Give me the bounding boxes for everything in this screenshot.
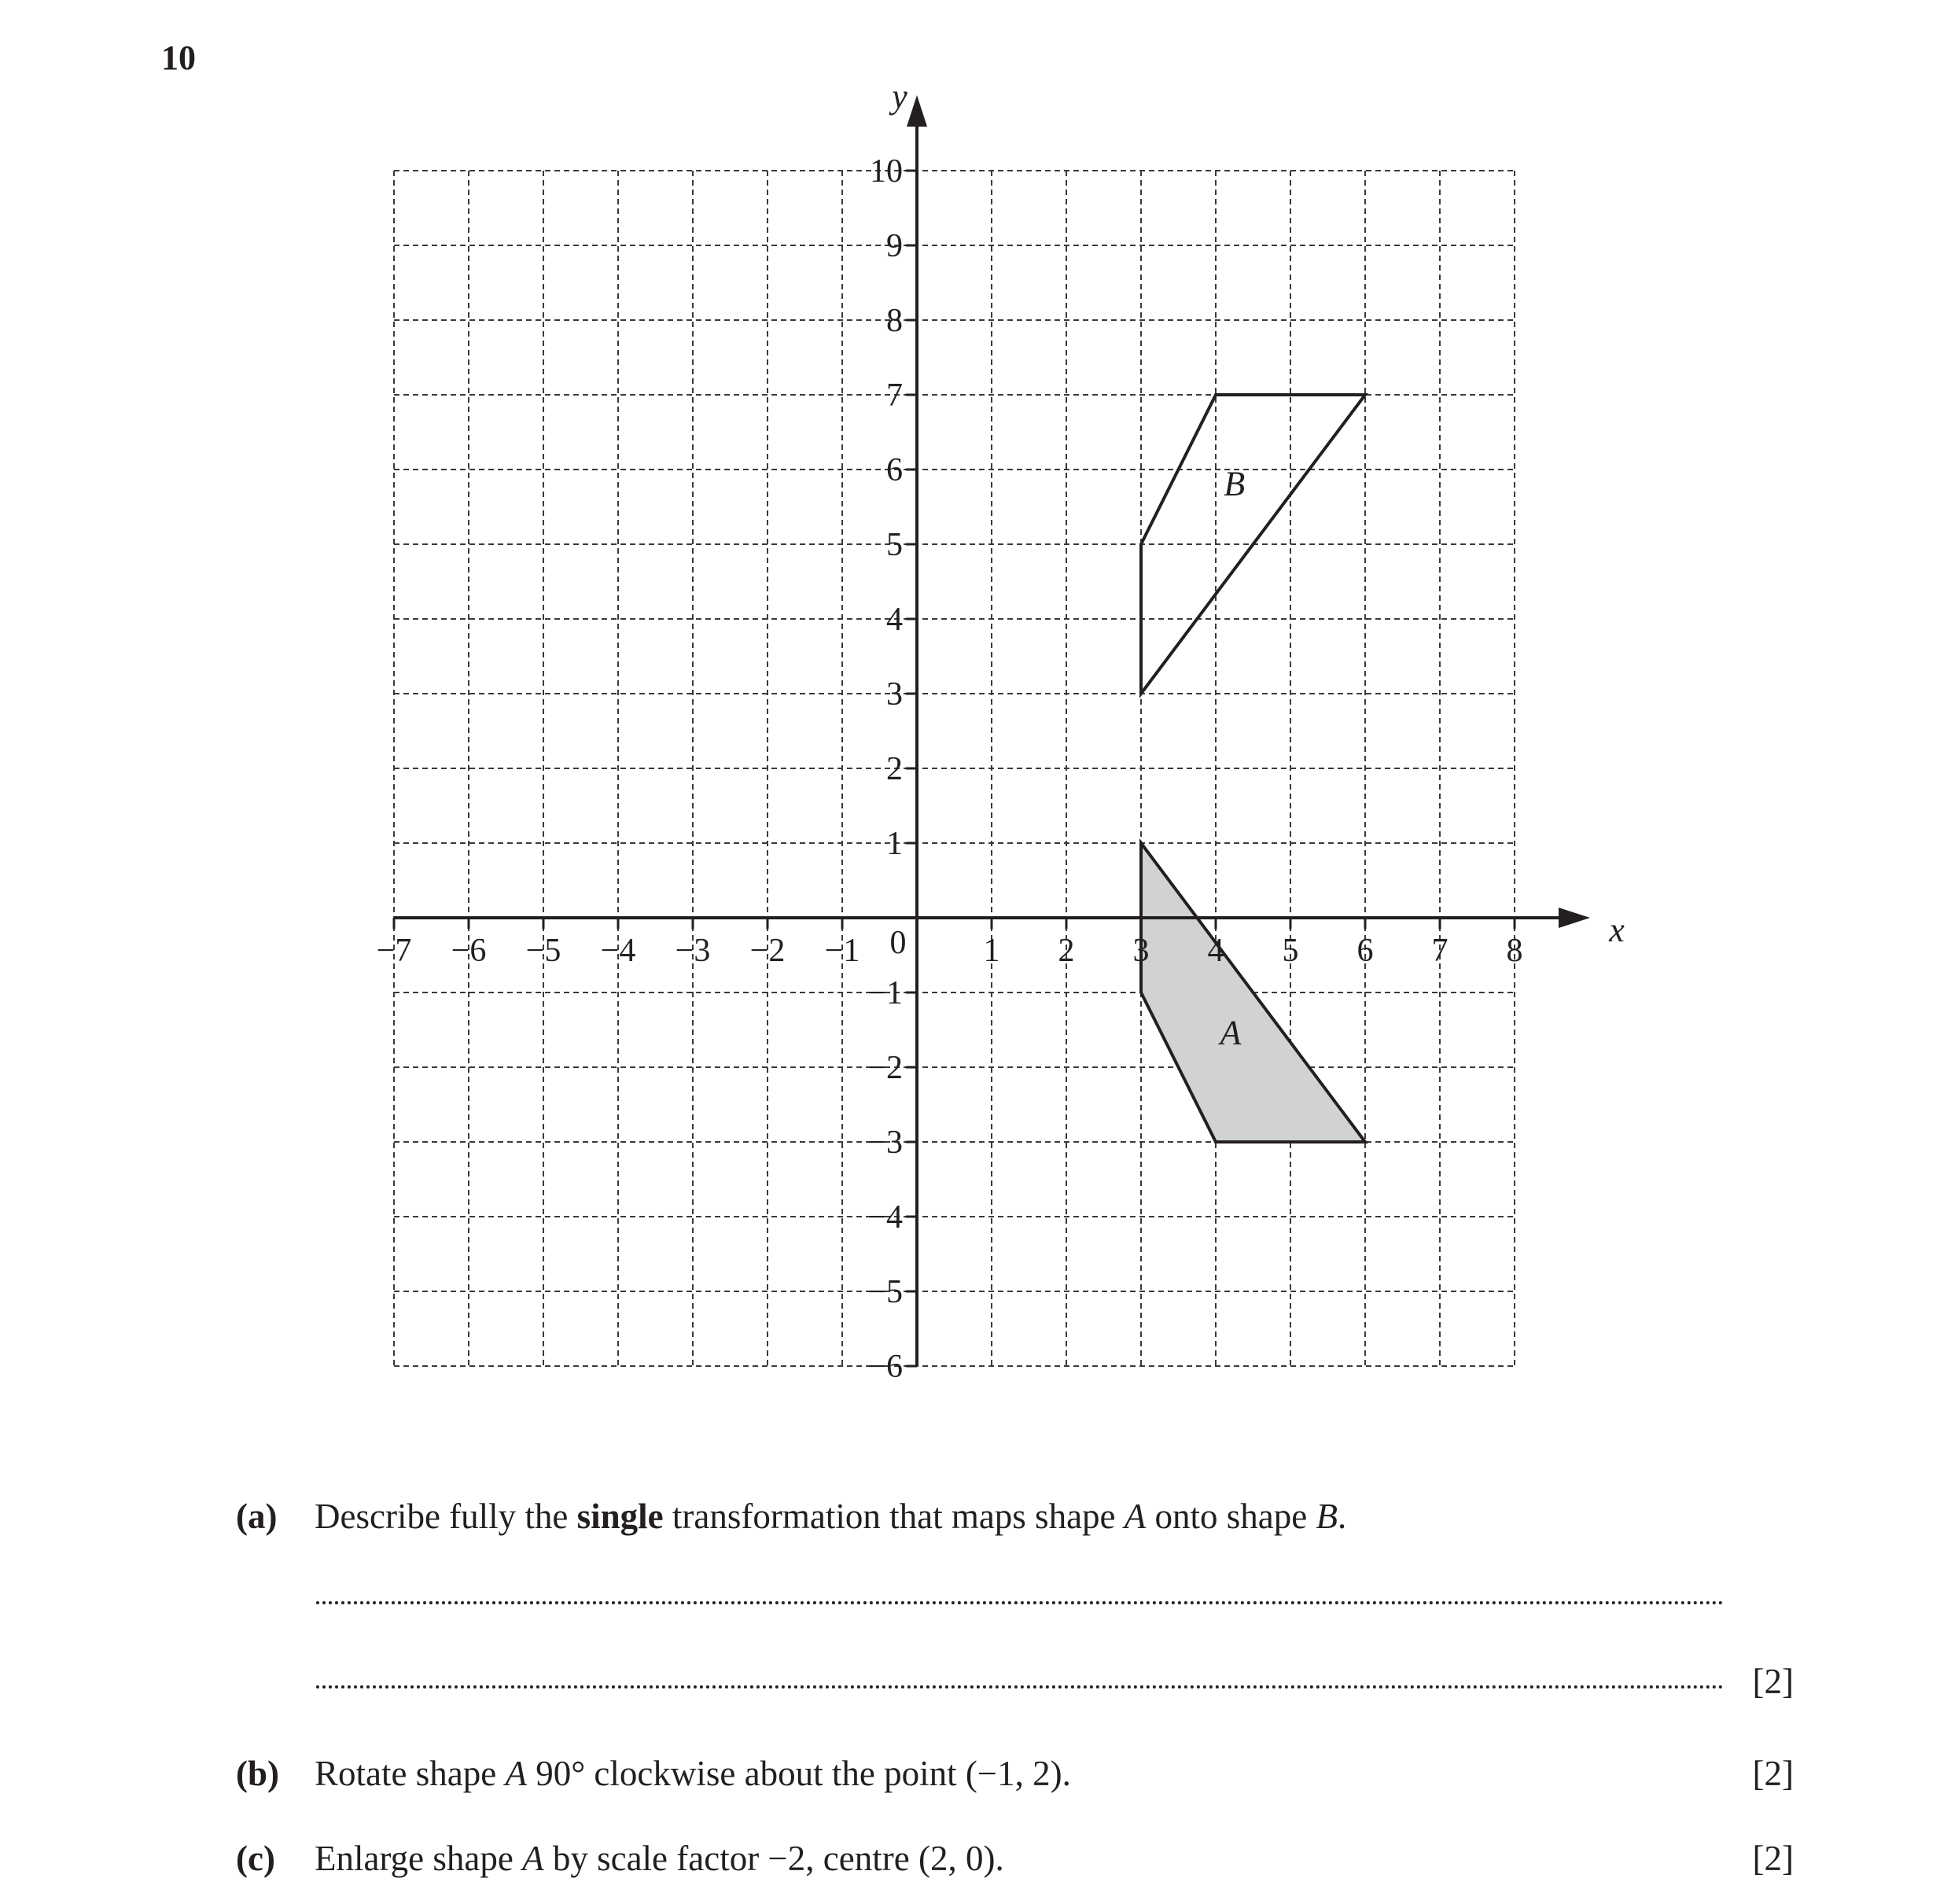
y-tick-label: −6: [867, 1349, 903, 1385]
part-a-text-middle: transformation that maps shape: [663, 1497, 1125, 1536]
y-axis-label: y: [892, 77, 907, 116]
x-tick-label: 7: [1431, 933, 1449, 969]
part-b-label: (b): [236, 1754, 279, 1793]
y-tick-label: −5: [867, 1274, 903, 1310]
x-tick-label: 6: [1356, 933, 1374, 969]
part-a-shape-b: B: [1316, 1497, 1338, 1536]
part-a: [236, 1494, 1809, 1538]
part-b-text-after: 90° clockwise about the point (−1, 2).: [526, 1754, 1071, 1793]
y-tick-label: 2: [886, 751, 903, 787]
shape-a-label: A: [1220, 1013, 1242, 1052]
x-tick-label: −3: [675, 933, 711, 969]
y-tick-label: −4: [867, 1199, 903, 1236]
origin-label: 0: [889, 925, 907, 961]
y-tick-label: −3: [867, 1125, 903, 1161]
shape-b-label: B: [1224, 464, 1246, 503]
y-tick-label: 1: [886, 826, 903, 862]
answer-line-2[interactable]: [316, 1685, 1724, 1689]
y-tick-label: 3: [886, 676, 903, 713]
y-tick-label: 10: [870, 153, 903, 190]
part-a-text-end: .: [1338, 1497, 1347, 1536]
part-c-text-before: Enlarge shape: [315, 1839, 523, 1878]
question-number: 10: [161, 39, 196, 77]
x-axis-arrow-icon: [1559, 908, 1590, 928]
part-b: [236, 1751, 1809, 1795]
x-tick-label: 5: [1282, 933, 1299, 969]
part-c-label: (c): [236, 1839, 275, 1878]
part-a-label: (a): [236, 1497, 278, 1536]
labels-layer: [377, 77, 1625, 1385]
part-b-shape-a: A: [505, 1754, 527, 1793]
y-tick-label: 8: [886, 303, 903, 339]
y-tick-label: 4: [886, 602, 903, 638]
part-b-marks: [2]: [1752, 1754, 1794, 1793]
x-tick-label: 3: [1132, 933, 1150, 969]
x-tick-label: 8: [1506, 933, 1523, 969]
part-c-shape-a: A: [522, 1839, 544, 1878]
part-b-text-before: Rotate shape: [315, 1754, 506, 1793]
part-c-text-after: by scale factor −2, centre (2, 0).: [543, 1839, 1004, 1878]
y-tick-label: −1: [867, 975, 903, 1011]
x-tick-label: −5: [525, 933, 561, 969]
x-tick-label: 2: [1058, 933, 1075, 969]
y-tick-label: 9: [886, 228, 903, 264]
part-a-marks: [2]: [1752, 1662, 1794, 1701]
x-axis-label: x: [1609, 911, 1625, 949]
part-a-shape-a: A: [1124, 1497, 1147, 1536]
y-tick-label: 6: [886, 452, 903, 488]
answer-line-1[interactable]: [316, 1601, 1724, 1604]
part-a-bold-word: single: [576, 1497, 664, 1536]
x-tick-label: −4: [600, 933, 636, 969]
y-tick-label: 5: [886, 527, 903, 563]
part-c-marks: [2]: [1752, 1839, 1794, 1878]
x-tick-label: −6: [451, 933, 487, 969]
y-tick-label: 7: [886, 377, 903, 414]
x-tick-label: 1: [983, 933, 1000, 969]
part-a-text-after-var1: onto shape: [1146, 1497, 1316, 1536]
x-tick-label: 4: [1207, 933, 1224, 969]
x-tick-label: −7: [376, 933, 412, 969]
x-tick-label: −1: [824, 933, 860, 969]
x-tick-label: −2: [749, 933, 786, 969]
part-c: [236, 1836, 1809, 1880]
part-a-text-before: Describe fully the: [315, 1497, 577, 1536]
y-axis-arrow-icon: [907, 95, 927, 127]
y-tick-label: −2: [867, 1050, 903, 1086]
grid-lines: [394, 171, 1515, 1366]
